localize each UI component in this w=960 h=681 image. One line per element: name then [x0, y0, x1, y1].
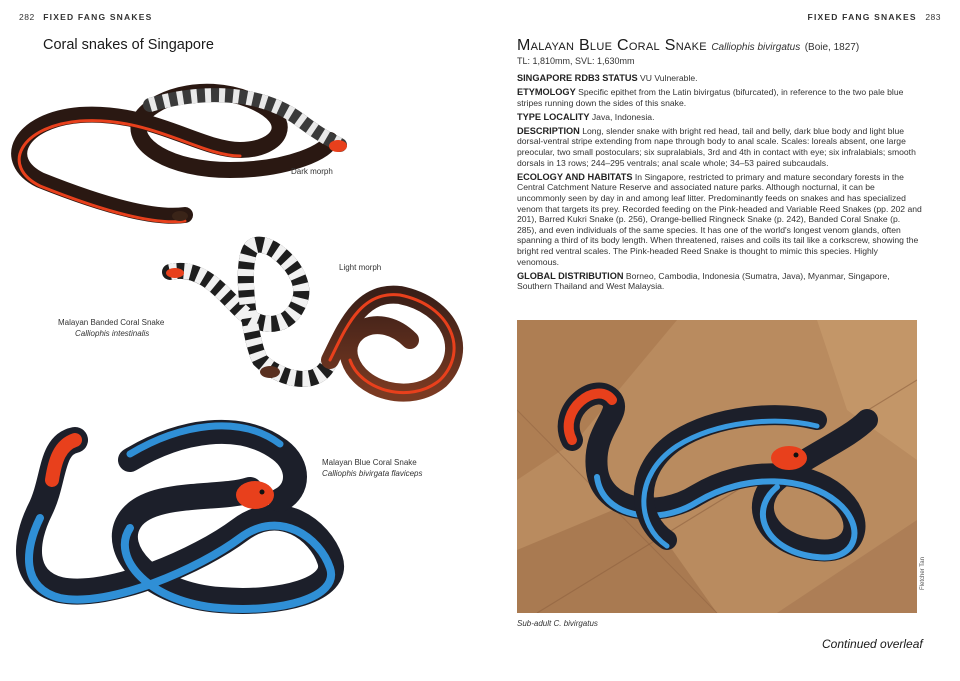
section-title: Coral snakes of Singapore [43, 37, 214, 53]
type-locality-label: TYPE LOCALITY [517, 111, 590, 122]
photo-caption: Sub-adult C. bivirgatus [517, 619, 598, 628]
status-label: SINGAPORE RDB3 STATUS [517, 73, 638, 83]
distribution-paragraph [517, 271, 922, 292]
caption-light-morph: Light morph [339, 263, 382, 272]
type-locality-paragraph [517, 112, 922, 123]
left-running-head [14, 12, 152, 22]
photo-scene [517, 320, 917, 613]
left-page-number: 282 [19, 12, 35, 22]
dark-morph-snake [19, 92, 347, 222]
status-paragraph [517, 73, 922, 84]
continued-overleaf: Continued overleaf [822, 637, 923, 651]
description-paragraph [517, 126, 922, 168]
right-running-head [808, 12, 946, 22]
photo-credit: Fletcher Tan [920, 557, 926, 590]
ecology-text: In Singapore, restricted to primary and mature secondary forests in the Central Catchment Nature Reserve and associated nature parks. Although nocturnal, it can be uncommonly seen by day in and among leaf litter. Predominantly feeds on snakes and has specialized venom that targets its prey. Recorded feeding on the Pink-headed and Variable Reed Snakes (pp. 202 and 201), Barred Kukri Snake (p. 256), Orange-bellied Ringneck Snake (p. 242), Banded Coral Snake (p. 285), and even individuals of the same species. It has one of the world's longest venom glands, often spanning a third of its body length. When threatened, raises and coils its tail like a corkscrew, showing the bright red ventral scales. The Pink-headed Reed Snake is thought to mimic this species. Highly venomous. [517, 171, 922, 267]
species-common-name: Malayan Blue Coral Snake [517, 37, 707, 54]
caption-banded-scientific-name: Calliophis intestinalis [75, 328, 150, 338]
light-morph-snake [166, 245, 454, 393]
etymology-label: ETYMOLOGY [517, 87, 576, 98]
species-account [517, 73, 922, 295]
caption-blue-coral-snake [322, 458, 423, 479]
right-page-number: 283 [925, 12, 941, 22]
left-running-title: FIXED FANG SNAKES [43, 12, 153, 22]
coral-snakes-illustration [0, 60, 500, 620]
right-running-title: FIXED FANG SNAKES [807, 12, 917, 22]
species-authority: (Boie, 1827) [804, 42, 860, 53]
species-header [517, 37, 927, 66]
status-text: VU Vulnerable. [640, 73, 698, 83]
distribution-text: Borneo, Cambodia, Indonesia (Sumatra, Java), Myanmar, Singapore, Southern Thailand and West Malaysia. [517, 270, 890, 292]
caption-blue-common-name: Malayan Blue Coral Snake [322, 458, 417, 467]
etymology-paragraph [517, 87, 922, 108]
ecology-paragraph [517, 172, 922, 267]
caption-banded-coral-snake [58, 318, 164, 339]
caption-blue-scientific-name: Calliophis bivirgata flaviceps [322, 468, 423, 478]
ecology-label: ECOLOGY AND HABITATS [517, 171, 633, 182]
distribution-label: GLOBAL DISTRIBUTION [517, 270, 624, 281]
description-label: DESCRIPTION [517, 125, 580, 136]
species-scientific-name: Calliophis bivirgatus [711, 42, 801, 53]
species-photo [517, 320, 917, 613]
description-text: Long, slender snake with bright red head, tail and belly, dark blue body and light blue dorsal-ventral stripe extending from nape through body to anal scale. Scales: loreals absent, one large preocular, two small postoculars; six supralabials, 3rd and 4th in contact with eye; six infralabials; smooth dorsals in 13 rows; 244–295 ventrals; anal scale whole; 34–53 paired subcaudals. [517, 125, 916, 168]
type-locality-text: Java, Indonesia. [591, 111, 655, 122]
etymology-text: Specific epithet from the Latin bivirgatus (bifurcated), in reference to the two pale blue stripes running down the sides of this snake. [517, 87, 904, 108]
species-measurements: TL: 1,810mm, SVL: 1,630mm [517, 56, 635, 66]
caption-banded-common-name: Malayan Banded Coral Snake [58, 318, 165, 327]
caption-dark-morph: Dark morph [291, 167, 333, 176]
blue-coral-snake-illustration [29, 426, 331, 609]
